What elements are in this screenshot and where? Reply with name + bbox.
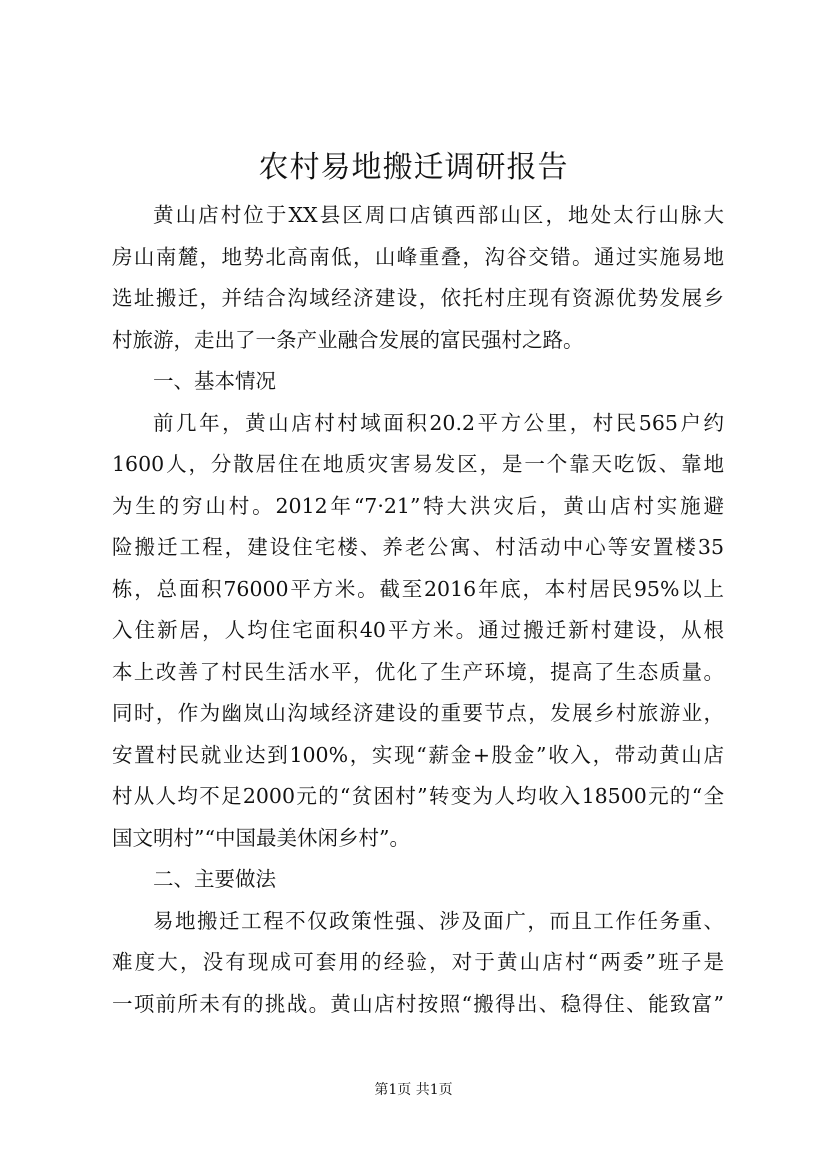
paragraph-line: 易地搬迁工程不仅政策性强、涉及面广，而且工作任务重、 bbox=[153, 908, 724, 933]
paragraph-line: 国文明村”“中国最美休闲乡村”。 bbox=[112, 825, 410, 850]
paragraph-line: 黄山店村位于XX县区周口店镇西部山区，地处太行山脉大 bbox=[153, 203, 724, 227]
document-title: 农村易地搬迁调研报告 bbox=[258, 150, 569, 185]
paragraph-line: 村旅游，走出了一条产业融合发展的富民强村之路。 bbox=[112, 327, 584, 352]
paragraph-line: 险搬迁工程，建设住宅楼、养老公寓、村活动中心等安置楼35 bbox=[112, 535, 724, 559]
paragraph bbox=[112, 403, 724, 860]
paragraph-line: 房山南麓，地势北高南低，山峰重叠，沟谷交错。通过实施易地 bbox=[112, 244, 724, 269]
paragraph-line: 本上改善了村民生活水平，优化了生产环境，提高了生态质量。 bbox=[112, 659, 724, 684]
paragraph-line: 同时，作为幽岚山沟域经济建设的重要节点，发展乡村旅游业， bbox=[112, 701, 724, 725]
paragraph-line: 为生的穷山村。2012年“7·21”特大洪灾后，黄山店村实施避 bbox=[112, 493, 724, 518]
paragraph-line: 前几年，黄山店村村域面积20.2平方公里，村民565户约 bbox=[153, 410, 724, 435]
paragraph-line: 村从人均不足2000元的“贫困村”转变为人均收入18500元的“全 bbox=[112, 784, 724, 808]
paragraph-line: 难度大，没有现成可套用的经验，对于黄山店村“两委”班子是 bbox=[112, 950, 724, 974]
paragraph-line: 1600人，分散居住在地质灾害易发区，是一个靠天吃饭、靠地 bbox=[112, 452, 724, 476]
paragraph-line: 栋，总面积76000平方米。截至2016年底，本村居民95%以上 bbox=[112, 576, 724, 601]
paragraph-line: 安置村民就业达到100%，实现“薪金+股金”收入，带动黄山店 bbox=[112, 742, 724, 767]
section-heading: 二、主要做法 bbox=[153, 867, 276, 891]
paragraph-line: 选址搬迁，并结合沟域经济建设，依托村庄现有资源优势发展乡 bbox=[112, 286, 724, 310]
paragraph bbox=[112, 195, 724, 361]
page-footer: 第1页 共1页 bbox=[374, 1082, 453, 1098]
paragraph-line: 入住新居，人均住宅面积40平方米。通过搬迁新村建设，从根 bbox=[112, 618, 724, 642]
section-heading: 一、基本情况 bbox=[153, 369, 276, 393]
document-body bbox=[112, 195, 724, 1025]
paragraph bbox=[112, 901, 724, 1026]
paragraph-line: 一项前所未有的挑战。黄山店村按照“搬得出、稳得住、能致富” bbox=[112, 991, 724, 1016]
